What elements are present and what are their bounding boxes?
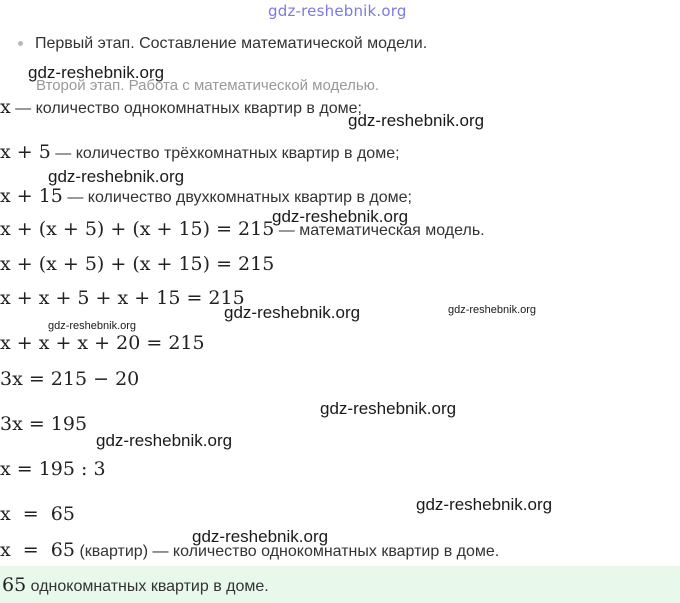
watermark: gdz-reshebnik.org (96, 431, 233, 450)
faded-heading: Второй этап. Работа с математической моделью. (36, 77, 380, 94)
watermark: gdz-reshebnik.org (348, 111, 485, 130)
math-expression: x + 5 (0, 141, 51, 163)
stage-heading: Первый этап. Составление математической модели. (18, 35, 427, 53)
watermark: gdz-reshebnik.org (48, 320, 137, 332)
bullet-icon (18, 41, 23, 46)
definition-text: — количество трёхкомнатных квартир в доме; (55, 145, 400, 162)
definition-line (0, 218, 485, 240)
definition-line (0, 185, 412, 207)
watermark: gdz-reshebnik.org (320, 399, 457, 418)
watermark: gdz-reshebnik.org (448, 304, 537, 316)
equation-step: x + (x + 5) + (x + 15) = 215 (0, 253, 275, 275)
definition-text: — математическая модель. (278, 222, 485, 239)
final-text: (квартир) — количество однокомнатных квартир в доме. (79, 543, 500, 560)
equation-step: 3x = 195 (0, 413, 88, 435)
equation-step: 3x = 215 − 20 (0, 368, 140, 390)
watermark: gdz-reshebnik.org (224, 303, 361, 322)
equation-step: x + x + x + 20 = 215 (0, 332, 205, 354)
watermark: gdz-reshebnik.org (416, 495, 553, 514)
watermark: gdz-reshebnik.org (28, 63, 165, 82)
definition-line (0, 96, 362, 118)
watermark-top: gdz-reshebnik.org (268, 2, 407, 20)
answer-number: 65 (2, 574, 27, 596)
answer-box (0, 566, 680, 603)
watermark: gdz-reshebnik.org (272, 207, 409, 226)
definition-line (0, 141, 400, 163)
definition-text: — количество однокомнатных квартир в доме; (15, 100, 362, 117)
math-expression: x (0, 96, 11, 118)
math-expression: x + (x + 5) + (x + 15) = 215 (0, 218, 275, 240)
equation-step: x = 195 : 3 (0, 458, 106, 480)
math-expression: x = 65 (0, 539, 75, 561)
watermark: gdz-reshebnik.org (48, 167, 185, 186)
answer-text: однокомнатных квартир в доме. (30, 578, 269, 595)
equation-step: x + x + 5 + x + 15 = 215 (0, 287, 245, 309)
equation-step: x = 65 (0, 503, 75, 525)
definition-text: — количество двухкомнатных квартир в доме; (67, 189, 412, 206)
math-expression: x + 15 (0, 185, 63, 207)
watermark: gdz-reshebnik.org (192, 527, 329, 546)
